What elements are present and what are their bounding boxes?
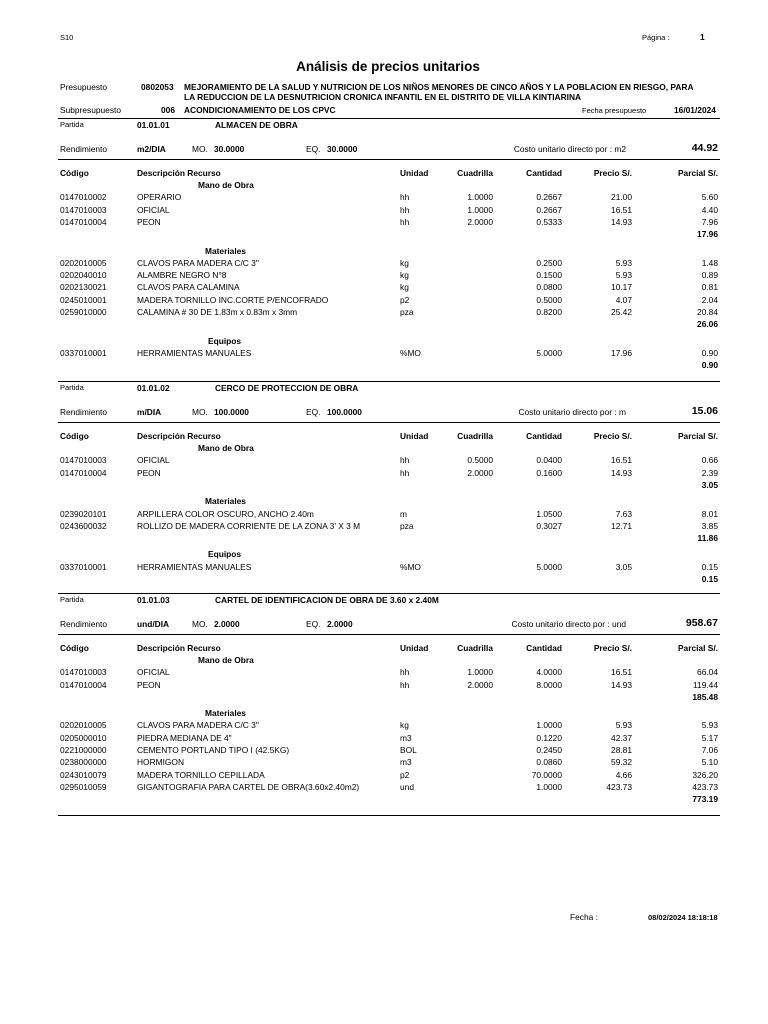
column-header-descripcion: Descripción Recurso <box>137 643 221 653</box>
partida-code: 01.01.02 <box>137 383 170 393</box>
eq-value: 100.0000 <box>327 407 362 417</box>
mo-label: MO. <box>192 619 208 629</box>
resource-precio: 16.51 <box>611 667 632 677</box>
mano-obra-group-label: Mano de Obra <box>198 655 254 665</box>
resource-code: 0243010079 <box>60 770 107 780</box>
resource-cantidad: 8.0000 <box>536 680 562 690</box>
resource-precio: 12.71 <box>611 521 632 531</box>
column-header-cantidad: Cantidad <box>526 643 562 653</box>
footer-fecha: 08/02/2024 18:18:18 <box>648 913 718 922</box>
resource-description: CLAVOS PARA CALAMINA <box>137 282 240 292</box>
resource-code: 0147010002 <box>60 192 107 202</box>
resource-parcial: 0.89 <box>701 270 718 280</box>
resource-description: OFICIAL <box>137 455 170 465</box>
resource-description: CALAMINA # 30 DE 1.83m x 0.83m x 3mm <box>137 307 298 317</box>
subpresupuesto-code: 006 <box>161 105 175 115</box>
page-number: 1 <box>700 32 705 42</box>
eq-value: 30.0000 <box>327 144 358 154</box>
resource-cantidad: 0.0400 <box>536 455 562 465</box>
rendimiento-label: Rendimiento <box>60 144 108 154</box>
column-header-precio: Precio S/. <box>593 431 632 441</box>
resource-unit: kg <box>400 282 409 292</box>
resource-code: 0147010004 <box>60 468 107 478</box>
resource-description: CLAVOS PARA MADERA C/C 3" <box>137 720 259 730</box>
resource-description: ARPILLERA COLOR OSCURO, ANCHO 2.40m <box>137 509 314 519</box>
resource-precio: 14.93 <box>611 217 632 227</box>
resource-parcial: 0.90 <box>701 348 718 358</box>
mano-obra-total: 185.48 <box>692 692 718 702</box>
resource-cantidad: 0.1220 <box>536 733 562 743</box>
resource-cantidad: 0.2500 <box>536 258 562 268</box>
column-header-unidad: Unidad <box>400 643 429 653</box>
resource-code: 0238000000 <box>60 757 107 767</box>
resource-cantidad: 0.1500 <box>536 270 562 280</box>
resource-cantidad: 70.0000 <box>531 770 562 780</box>
resource-parcial: 7.06 <box>701 745 718 755</box>
resource-parcial: 66.04 <box>697 667 718 677</box>
resource-precio: 7.63 <box>615 509 632 519</box>
fecha-presupuesto: 16/01/2024 <box>674 105 716 115</box>
resource-cantidad: 0.5000 <box>536 295 562 305</box>
mo-value: 30.0000 <box>214 144 245 154</box>
end-divider <box>58 815 720 816</box>
mo-label: MO. <box>192 407 208 417</box>
partida-divider <box>58 593 720 594</box>
resource-code: 0147010003 <box>60 205 107 215</box>
resource-unit: %MO <box>400 562 421 572</box>
resource-unit: und <box>400 782 414 792</box>
equipos-total: 0.15 <box>701 574 718 584</box>
partida-label: Partida <box>60 120 84 129</box>
materiales-total: 26.06 <box>697 319 718 329</box>
resource-description: OFICIAL <box>137 205 170 215</box>
mano-obra-group-label: Mano de Obra <box>198 443 254 453</box>
resource-description: PEON <box>137 468 161 478</box>
resource-precio: 16.51 <box>611 205 632 215</box>
resource-description: PEON <box>137 680 161 690</box>
partida-label: Partida <box>60 595 84 604</box>
subpresupuesto-label: Subpresupuesto <box>60 105 121 115</box>
partida-code: 01.01.01 <box>137 120 170 130</box>
column-header-codigo: Código <box>60 168 89 178</box>
column-header-cantidad: Cantidad <box>526 168 562 178</box>
resource-cantidad: 0.2667 <box>536 192 562 202</box>
resource-parcial: 4.40 <box>701 205 718 215</box>
column-header-cantidad: Cantidad <box>526 431 562 441</box>
resource-cantidad: 0.0800 <box>536 282 562 292</box>
resource-code: 0147010004 <box>60 680 107 690</box>
resource-parcial: 5.60 <box>701 192 718 202</box>
resource-cuadrilla: 1.0000 <box>467 192 493 202</box>
costo-unitario-value: 958.67 <box>685 617 718 629</box>
equipos-group-label: Equipos <box>208 549 242 560</box>
rendimiento-divider <box>58 422 720 423</box>
column-header-parcial: Parcial S/. <box>677 431 718 441</box>
resource-cuadrilla: 2.0000 <box>467 680 493 690</box>
costo-unitario-label: Costo unitario directo por : m2 <box>513 144 626 154</box>
resource-cuadrilla: 1.0000 <box>467 205 493 215</box>
resource-description: HERRAMIENTAS MANUALES <box>137 562 252 572</box>
resource-description: ALAMBRE NEGRO N°8 <box>137 270 227 280</box>
column-header-precio: Precio S/. <box>593 168 632 178</box>
column-header-cuadrilla: Cuadrilla <box>457 168 493 178</box>
resource-parcial: 5.93 <box>701 720 718 730</box>
eq-label: EQ. <box>306 144 321 154</box>
resource-unit: hh <box>400 680 410 690</box>
partida-divider <box>58 381 720 382</box>
resource-precio: 423.73 <box>606 782 632 792</box>
resource-precio: 4.66 <box>615 770 632 780</box>
resource-parcial: 7.96 <box>701 217 718 227</box>
resource-code: 0239020101 <box>60 509 107 519</box>
eq-label: EQ. <box>306 407 321 417</box>
resource-description: GIGANTOGRAFIA PARA CARTEL DE OBRA(3.60x2.40m2) <box>137 782 360 792</box>
resource-description: ROLLIZO DE MADERA CORRIENTE DE LA ZONA 3' X 3 M <box>137 521 361 531</box>
resource-description: HORMIGON <box>137 757 184 767</box>
costo-unitario-value: 44.92 <box>691 142 718 154</box>
resource-precio: 25.42 <box>611 307 632 317</box>
equipos-total: 0.90 <box>701 360 718 370</box>
resource-description: MADERA TORNILLO CEPILLADA <box>137 770 265 780</box>
resource-cantidad: 5.0000 <box>536 348 562 358</box>
resource-code: 0259010000 <box>60 307 107 317</box>
resource-code: 0147010004 <box>60 217 107 227</box>
resource-parcial: 5.17 <box>701 733 718 743</box>
resource-unit: hh <box>400 192 410 202</box>
column-header-codigo: Código <box>60 431 89 441</box>
resource-precio: 5.93 <box>615 270 632 280</box>
rendimiento-divider <box>58 634 720 635</box>
resource-unit: m3 <box>400 733 412 743</box>
resource-parcial: 423.73 <box>692 782 718 792</box>
mano-obra-group-label: Mano de Obra <box>198 180 254 190</box>
column-header-unidad: Unidad <box>400 168 429 178</box>
mano-obra-total: 17.96 <box>697 229 718 239</box>
resource-description: HERRAMIENTAS MANUALES <box>137 348 252 358</box>
resource-cantidad: 4.0000 <box>536 667 562 677</box>
resource-cuadrilla: 0.5000 <box>467 455 493 465</box>
materiales-total: 11.86 <box>697 533 718 543</box>
presupuesto-label: Presupuesto <box>60 82 108 92</box>
resource-parcial: 20.84 <box>697 307 718 317</box>
resource-cantidad: 5.0000 <box>536 562 562 572</box>
column-header-unidad: Unidad <box>400 431 429 441</box>
presupuesto-description-2: LA REDUCCION DE LA DESNUTRICION CRONICA INFANTIL EN EL DISTRITO DE VILLA KINTIARINA <box>184 92 582 102</box>
resource-parcial: 326.20 <box>692 770 718 780</box>
equipos-group-label: Equipos <box>208 335 242 346</box>
resource-description: CLAVOS PARA MADERA C/C 3" <box>137 258 259 268</box>
resource-cantidad: 1.0500 <box>536 509 562 519</box>
resource-cantidad: 0.5333 <box>536 217 562 227</box>
resource-unit: kg <box>400 270 409 280</box>
eq-value: 2.0000 <box>327 619 353 629</box>
resource-parcial: 2.39 <box>701 468 718 478</box>
resource-unit: m <box>400 509 407 519</box>
presupuesto-description: MEJORAMIENTO DE LA SALUD Y NUTRICION DE LOS NIÑOS MENORES DE CINCO AÑOS Y LA POBLACION EN RIESGO, PARA <box>184 82 694 92</box>
partida-name: CERCO DE PROTECCION DE OBRA <box>215 383 359 393</box>
resource-precio: 14.93 <box>611 468 632 478</box>
resource-description: PEON <box>137 217 161 227</box>
resource-code: 0295010059 <box>60 782 107 792</box>
resource-cantidad: 0.2450 <box>536 745 562 755</box>
resource-cuadrilla: 2.0000 <box>467 217 493 227</box>
page-title: Análisis de precios unitarios <box>296 59 480 74</box>
resource-code: 0202010005 <box>60 720 107 730</box>
resource-code: 0205000010 <box>60 733 107 743</box>
resource-code: 0147010003 <box>60 667 107 677</box>
resource-cantidad: 0.2667 <box>536 205 562 215</box>
column-header-descripcion: Descripción Recurso <box>137 431 221 441</box>
resource-precio: 28.81 <box>611 745 632 755</box>
resource-parcial: 8.01 <box>701 509 718 519</box>
partida-code: 01.01.03 <box>137 595 170 605</box>
rendimiento-label: Rendimiento <box>60 619 108 629</box>
partida-name: ALMACEN DE OBRA <box>215 120 298 130</box>
resource-code: 0337010001 <box>60 562 107 572</box>
mo-value: 100.0000 <box>214 407 249 417</box>
resource-unit: %MO <box>400 348 421 358</box>
resource-code: 0221000000 <box>60 745 107 755</box>
resource-precio: 16.51 <box>611 455 632 465</box>
resource-precio: 3.05 <box>615 562 632 572</box>
mano-obra-total: 3.05 <box>701 480 718 490</box>
resource-parcial: 0.15 <box>701 562 718 572</box>
column-header-codigo: Código <box>60 643 89 653</box>
column-header-parcial: Parcial S/. <box>677 643 718 653</box>
resource-cuadrilla: 1.0000 <box>467 667 493 677</box>
partida-divider <box>58 118 720 119</box>
resource-precio: 59.32 <box>611 757 632 767</box>
subpresupuesto-description: ACONDICIONAMIENTO DE LOS CPVC <box>184 105 336 115</box>
resource-description: OPERARIO <box>137 192 182 202</box>
resource-precio: 42.37 <box>611 733 632 743</box>
resource-precio: 17.96 <box>611 348 632 358</box>
materiales-group-label: Materiales <box>205 245 246 256</box>
materiales-total: 773.19 <box>692 794 718 804</box>
rendimiento-label: Rendimiento <box>60 407 108 417</box>
resource-parcial: 1.48 <box>701 258 718 268</box>
materiales-group-label: Materiales <box>205 708 246 719</box>
fecha-presupuesto-label: Fecha presupuesto <box>582 106 647 115</box>
resource-cantidad: 0.8200 <box>536 307 562 317</box>
mo-label: MO. <box>192 144 208 154</box>
resource-description: OFICIAL <box>137 667 170 677</box>
resource-unit: p2 <box>400 770 410 780</box>
rendimiento-unit: m/DIA <box>137 407 162 417</box>
resource-unit: pza <box>400 307 414 317</box>
resource-code: 0202130021 <box>60 282 107 292</box>
presupuesto-code: 0802053 <box>141 82 174 92</box>
resource-precio: 14.93 <box>611 680 632 690</box>
resource-code: 0243600032 <box>60 521 107 531</box>
rendimiento-unit: m2/DIA <box>137 144 166 154</box>
resource-precio: 21.00 <box>611 192 632 202</box>
resource-unit: hh <box>400 217 410 227</box>
costo-unitario-value: 15.06 <box>691 405 718 417</box>
rendimiento-divider <box>58 159 720 160</box>
resource-unit: kg <box>400 720 409 730</box>
footer-fecha-label: Fecha : <box>570 912 598 922</box>
resource-unit: hh <box>400 468 410 478</box>
resource-unit: hh <box>400 667 410 677</box>
column-header-descripcion: Descripción Recurso <box>137 168 221 178</box>
resource-cantidad: 0.1600 <box>536 468 562 478</box>
resource-parcial: 2.04 <box>701 295 718 305</box>
resource-unit: hh <box>400 455 410 465</box>
resource-parcial: 5.10 <box>701 757 718 767</box>
resource-cantidad: 1.0000 <box>536 720 562 730</box>
resource-code: 0202010005 <box>60 258 107 268</box>
resource-cantidad: 1.0000 <box>536 782 562 792</box>
materiales-group-label: Materiales <box>205 496 246 507</box>
costo-unitario-label: Costo unitario directo por : m <box>518 407 626 417</box>
resource-code: 0245010001 <box>60 295 107 305</box>
resource-code: 0147010003 <box>60 455 107 465</box>
resource-precio: 5.93 <box>615 258 632 268</box>
resource-unit: pza <box>400 521 414 531</box>
eq-label: EQ. <box>306 619 321 629</box>
resource-cantidad: 0.3027 <box>536 521 562 531</box>
mo-value: 2.0000 <box>214 619 240 629</box>
system-label: S10 <box>60 33 74 42</box>
resource-unit: m3 <box>400 757 412 767</box>
resource-precio: 4.07 <box>615 295 632 305</box>
resource-parcial: 0.81 <box>701 282 718 292</box>
resource-unit: BOL <box>400 745 417 755</box>
resource-unit: p2 <box>400 295 410 305</box>
resource-parcial: 3.85 <box>701 521 718 531</box>
resource-description: PIEDRA MEDIANA DE 4" <box>137 733 232 743</box>
resource-precio: 10.17 <box>611 282 632 292</box>
resource-parcial: 0.66 <box>701 455 718 465</box>
costo-unitario-label: Costo unitario directo por : und <box>511 619 626 629</box>
resource-parcial: 119.44 <box>693 680 718 690</box>
resource-code: 0337010001 <box>60 348 107 358</box>
resource-unit: kg <box>400 258 409 268</box>
resource-cantidad: 0.0860 <box>536 757 562 767</box>
partida-name: CARTEL DE IDENTIFICACION DE OBRA DE 3.60 x 2.40M <box>215 595 439 605</box>
rendimiento-unit: und/DIA <box>137 619 170 629</box>
resource-description: CEMENTO PORTLAND TIPO I (42.5KG) <box>137 745 290 755</box>
column-header-cuadrilla: Cuadrilla <box>457 643 493 653</box>
page-label: Página : <box>642 33 670 42</box>
partida-label: Partida <box>60 383 84 392</box>
resource-code: 0202040010 <box>60 270 107 280</box>
column-header-precio: Precio S/. <box>593 643 632 653</box>
resource-cuadrilla: 2.0000 <box>467 468 493 478</box>
column-header-parcial: Parcial S/. <box>677 168 718 178</box>
resource-description: MADERA TORNILLO INC.CORTE P/ENCOFRADO <box>137 295 329 305</box>
column-header-cuadrilla: Cuadrilla <box>457 431 493 441</box>
resource-precio: 5.93 <box>615 720 632 730</box>
resource-unit: hh <box>400 205 410 215</box>
